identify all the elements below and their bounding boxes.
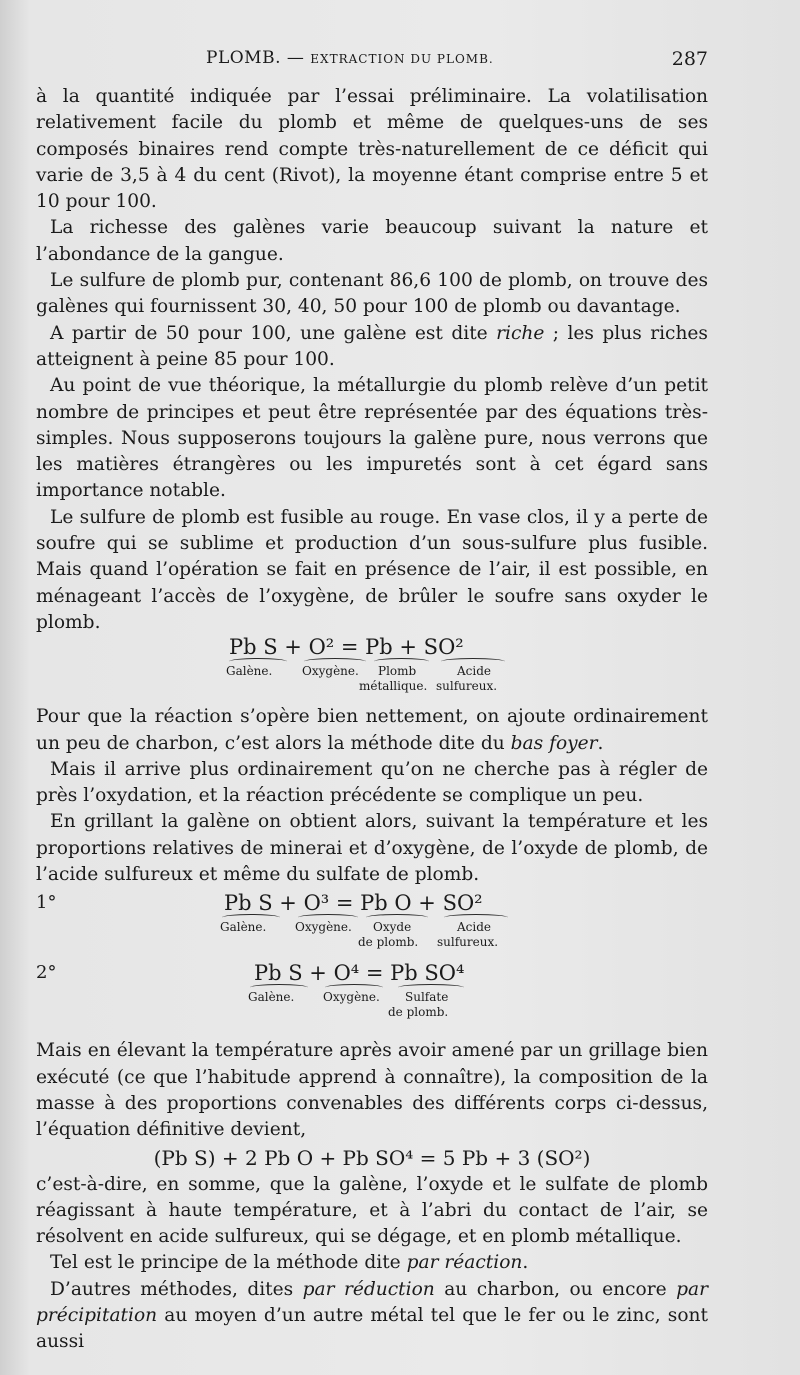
text-run: au charbon, ou encore xyxy=(444,1278,667,1300)
running-header xyxy=(36,48,708,76)
text-run: . xyxy=(597,732,604,754)
paragraph: En grillant la galène on obtient alors, suivant la température et les proportions relatives de minerai et d’oxygène, de l’oxyde de plomb, de l’acide sulfureux et même du sulfate de plomb. xyxy=(36,811,708,886)
paragraph: Le sulfure de plomb pur, contenant 86,6 100 de plomb, on trouve des galènes qui fournissent 30, 40, 50 pour 100 de plomb ou davantage. xyxy=(36,270,708,318)
eq-label: Acide xyxy=(457,920,492,935)
equation-1 xyxy=(36,636,708,704)
eq-label: Galène. xyxy=(220,920,267,935)
header-title-sub: EXTRACTION DU PLOMB. xyxy=(310,52,494,66)
paragraph: Mais en élevant la température après avoir amené par un grillage bien exécuté (ce que l’habitude apprend à connaître), la composition de la masse à des proportions convenables des différents corps ci-dessus, l’équation définitive devient, xyxy=(36,1040,708,1141)
equation-4: (Pb S) + 2 Pb O + Pb SO⁴ = 5 Pb + 3 (SO²) xyxy=(153,1145,591,1170)
eq-label: métallique. xyxy=(359,679,428,694)
eq-label: Sulfate xyxy=(405,990,449,1005)
text-run: A partir de 50 pour 100, une galène est dite xyxy=(50,322,488,344)
italic-term: bas foyer xyxy=(510,732,598,754)
eq-label: Oxygène. xyxy=(295,920,352,935)
text-run: Tel est le principe de la méthode dite xyxy=(50,1252,401,1274)
equation-formula: Pb S + O² = Pb + SO² xyxy=(229,635,464,660)
equation-3 xyxy=(36,962,708,1038)
text-run: au moyen d’un autre métal tel que le fer ou le zinc, sont aussi xyxy=(36,1304,708,1353)
italic-term: par réaction xyxy=(406,1252,523,1274)
text-run: ; les plus riches atteignent à peine 85 pour 100. xyxy=(36,322,708,370)
eq-label: de plomb. xyxy=(358,935,419,950)
text-run: Pour que la réaction s’opère bien nettement, on ajoute ordinairement un peu de charbon, c’est alors la méthode dite du xyxy=(36,706,708,754)
eq-label: Oxygène. xyxy=(323,990,380,1005)
eq-label: Galène. xyxy=(248,990,295,1005)
equation-2 xyxy=(36,892,708,962)
page-number: 287 xyxy=(671,48,708,70)
eq-label: Acide xyxy=(457,664,492,679)
paragraph: à la quantité indiquée par l’essai préliminaire. La volatilisation relativement facile du plomb et même de quelques-uns de ses composés binaires rend compte très-naturellement de ce déficit qui varie de 3,5 à 4 du cent (Rivot), la moyenne étant comprise entre 5 et 10 pour 100. xyxy=(36,86,708,213)
text-run: . xyxy=(522,1252,529,1274)
paragraph xyxy=(36,1277,708,1356)
paragraph: Au point de vue théorique, la métallurgie du plomb relève d’un petit nombre de principes et peut être représentée par des équations très-simples. Nous supposerons toujours la galène pure, nous verrons que les matières étrangères ou les impuretés sont à cet égard sans importance notable. xyxy=(36,375,708,502)
eq-label: sulfureux. xyxy=(436,679,498,694)
page-body xyxy=(36,84,708,1356)
eq-label: Galène. xyxy=(226,664,273,679)
equation-formula: Pb S + O³ = Pb O + SO² xyxy=(224,891,483,916)
equation-marker: 1° xyxy=(36,892,57,914)
eq-label: Oxyde xyxy=(373,920,412,935)
paragraph: Le sulfure de plomb est fusible au rouge. En vase clos, il y a perte de soufre qui se sublime et production d’un sous-sulfure plus fusible. Mais quand l’opération se fait en présence de l’air, il est possible, en ménageant l’accès de l’oxygène, de brûler le soufre sans oxyder le plomb. xyxy=(36,506,708,633)
italic-term: par réduction xyxy=(302,1278,435,1300)
paragraph: c’est-à-dire, en somme, que la galène, l’oxyde et le sulfate de plomb réagissant à haute température, et à l’abri du contact de l’air, se résolvent en acide sulfureux, qui se dégage, et en plomb métallique. xyxy=(36,1173,708,1248)
equation-marker: 2° xyxy=(36,962,57,984)
paragraph xyxy=(36,321,708,374)
eq-label: sulfureux. xyxy=(437,935,499,950)
eq-label: Plomb xyxy=(378,664,417,679)
header-title-main: PLOMB. — xyxy=(206,48,305,68)
paragraph: La richesse des galènes varie beaucoup suivant la nature et l’abondance de la gangue. xyxy=(36,217,708,265)
paragraph: Mais il arrive plus ordinairement qu’on ne cherche pas à régler de près l’oxydation, et la réaction précédente se complique un peu. xyxy=(36,758,708,807)
paragraph xyxy=(36,1250,708,1276)
italic-term: riche xyxy=(496,322,545,344)
eq-label: Oxygène. xyxy=(302,664,359,679)
italic-term: par précipitation xyxy=(36,1278,708,1326)
eq-label: de plomb. xyxy=(388,1005,449,1020)
text-run: D’autres méthodes, dites xyxy=(50,1278,294,1300)
equation-formula: Pb S + O⁴ = Pb SO⁴ xyxy=(254,961,465,986)
paragraph xyxy=(36,704,708,757)
header-title xyxy=(206,48,494,68)
